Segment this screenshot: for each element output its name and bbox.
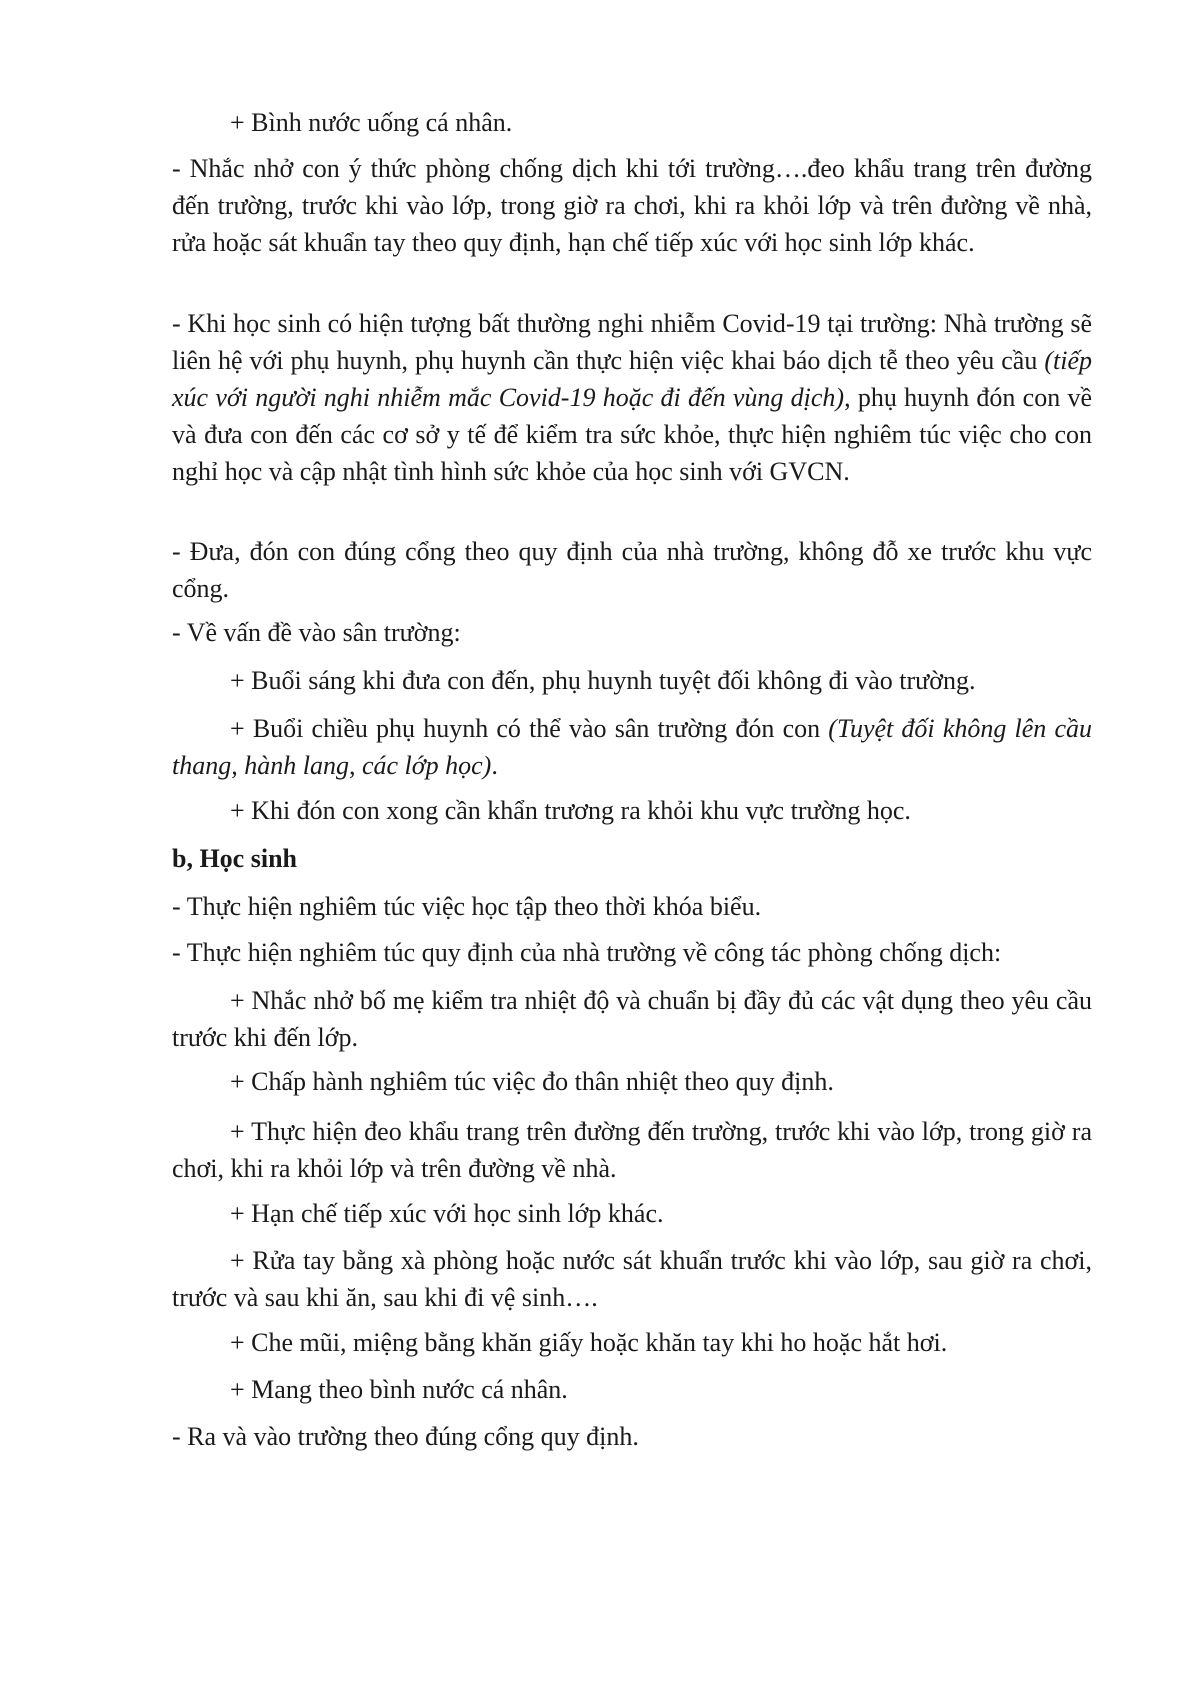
bullet-personal-water-bottle: + Bình nước uống cá nhân. xyxy=(230,108,513,137)
italic-note: (tiếp xúc với người nghi nhiễm mắc Covid-19 hoặc đi đến vùng dịch) xyxy=(172,346,1092,412)
paragraph-follow-timetable: - Thực hiện nghiêm túc việc học tập theo thời khóa biểu. xyxy=(172,892,762,921)
paragraph-text: . xyxy=(491,751,498,780)
paragraph-school-gate: - Đưa, đón con đúng cổng theo quy định của nhà trường, không đỗ xe trước khu vực cổng. xyxy=(172,537,1092,603)
bullet-bring-water-bottle: + Mang theo bình nước cá nhân. xyxy=(230,1375,568,1404)
bullet-limit-contact: + Hạn chế tiếp xúc với học sinh lớp khác. xyxy=(230,1199,664,1228)
italic-note: (Tuyệt đối không lên cầu thang, hành lang, các lớp học) xyxy=(172,714,1092,780)
paragraph-remind-child-prevention: - Nhắc nhở con ý thức phòng chống dịch khi tới trường….đeo khẩu trang trên đường đến trường, trước khi vào lớp, trong giờ ra chơi, khi ra khỏi lớp và trên đường về nhà, rửa hoặc sát khuẩn tay theo quy định, hạn chế tiếp xúc với học sinh lớp khác. xyxy=(172,154,1092,257)
bullet-wear-mask: + Thực hiện đeo khẩu trang trên đường đến trường, trước khi vào lớp, trong giờ ra chơi, khi ra khỏi lớp và trên đường về nhà. xyxy=(172,1117,1092,1183)
bullet-morning-dropoff: + Buổi sáng khi đưa con đến, phụ huynh tuyệt đối không đi vào trường. xyxy=(230,666,976,695)
paragraph-suspected-covid-case xyxy=(172,305,1092,490)
paragraph-text: - Khi học sinh có hiện tượng bất thường nghi nhiễm Covid-19 tại trường: Nhà trường sẽ liên hệ với phụ huynh, phụ huynh cần thực hiện việc khai báo dịch tễ theo yêu cầu xyxy=(172,309,1092,375)
paragraph-text: , phụ huynh đón con về và đưa con đến các cơ sở y tế để kiểm tra sức khỏe, thực hiện nghiêm túc việc cho con nghỉ học và cập nhật tình hình sức khỏe của học sinh với GVCN. xyxy=(172,383,1093,486)
bullet-leave-quickly: + Khi đón con xong cần khẩn trương ra khỏi khu vực trường học. xyxy=(230,796,911,825)
paragraph-text: + Buổi chiều phụ huynh có thể vào sân trường đón con xyxy=(230,714,829,743)
bullet-temperature-check: + Chấp hành nghiêm túc việc đo thân nhiệt theo quy định. xyxy=(230,1067,834,1096)
paragraph-use-correct-gate: - Ra và vào trường theo đúng cổng quy định. xyxy=(172,1422,639,1451)
bullet-afternoon-pickup xyxy=(172,710,1092,784)
section-heading-students: b, Học sinh xyxy=(172,844,297,873)
bullet-wash-hands: + Rửa tay bằng xà phòng hoặc nước sát khuẩn trước khi vào lớp, sau giờ ra chơi, trước và sau khi ăn, sau khi đi vệ sinh…. xyxy=(172,1246,1092,1312)
bullet-remind-parents: + Nhắc nhở bố mẹ kiểm tra nhiệt độ và chuẩn bị đầy đủ các vật dụng theo yêu cầu trước khi đến lớp. xyxy=(172,986,1092,1052)
paragraph-schoolyard-entry: - Về vấn đề vào sân trường: xyxy=(172,618,461,647)
paragraph-follow-school-rules: - Thực hiện nghiêm túc quy định của nhà trường về công tác phòng chống dịch: xyxy=(172,938,1002,967)
bullet-cover-mouth: + Che mũi, miệng bằng khăn giấy hoặc khăn tay khi ho hoặc hắt hơi. xyxy=(230,1328,948,1357)
